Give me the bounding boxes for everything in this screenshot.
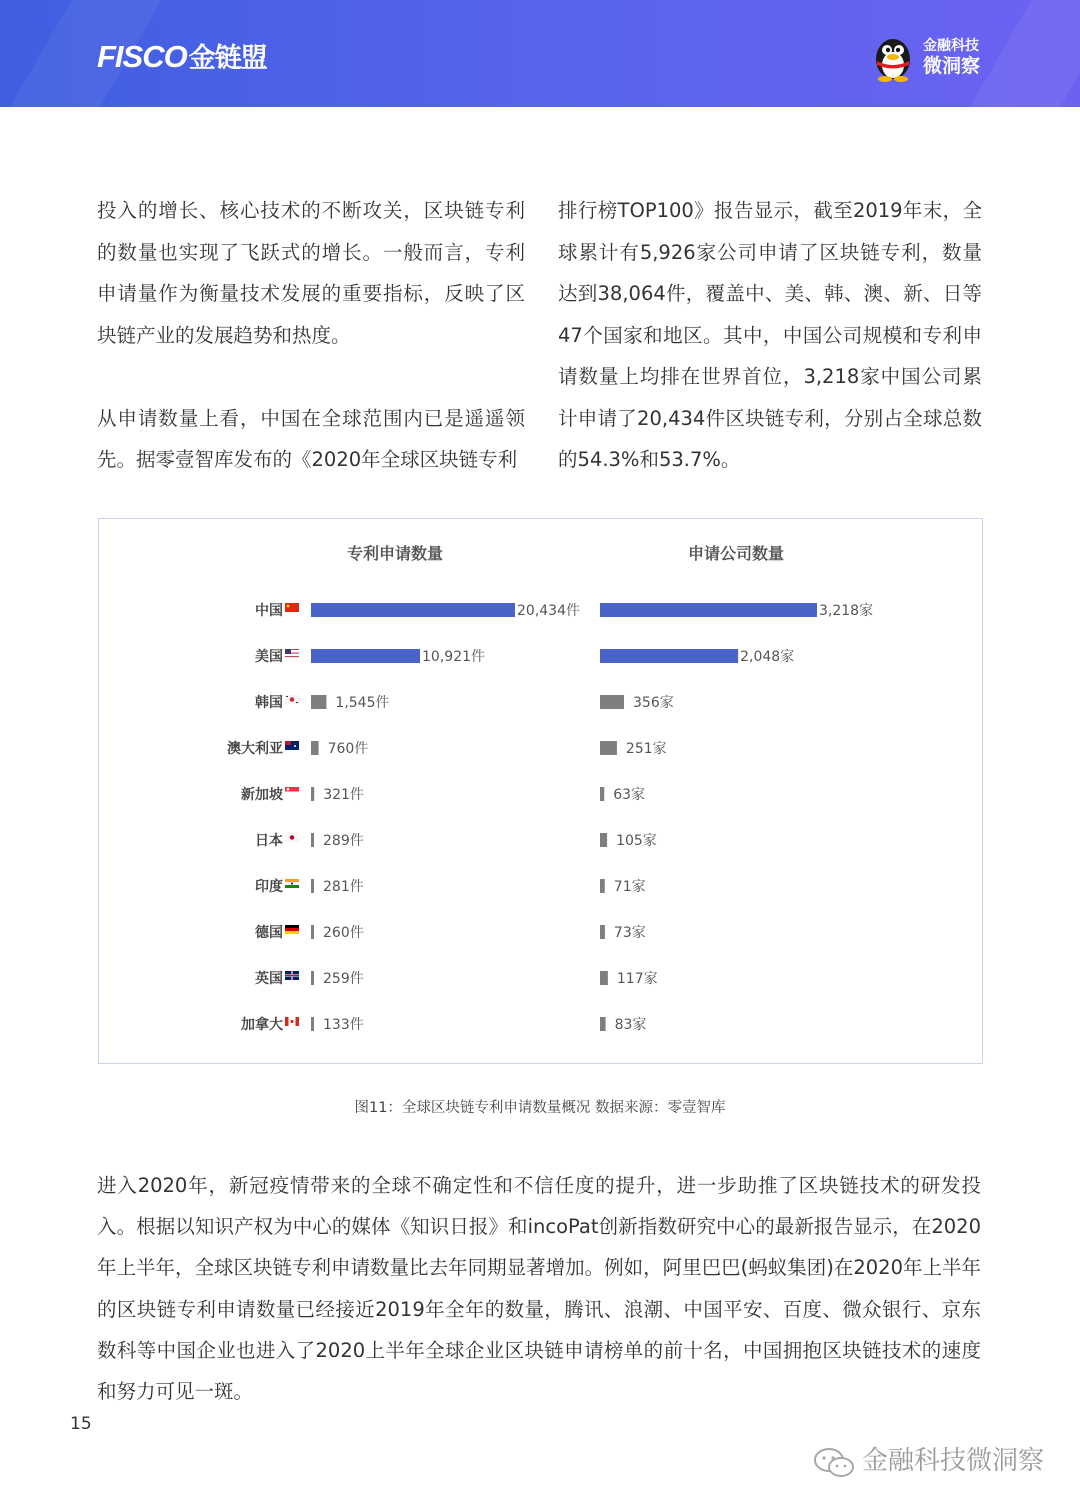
flag-in-icon [285, 879, 299, 888]
data-label: 83家 [614, 1017, 647, 1033]
patent-chart [98, 518, 983, 1064]
data-label: 71家 [613, 879, 646, 895]
brand-line-2: 微洞察 [923, 55, 981, 77]
category-label: 韩国 [255, 695, 283, 711]
data-label: 259件 [323, 971, 364, 987]
paragraph: 投入的增长、核心技术的不断攻关，区块链专利的数量也实现了飞跃式的增长。一般而言，专利申请量作为衡量技术发展的重要指标，反映了区块链产业的发展趋势和热度。 [97, 199, 525, 347]
category-label: 新加坡 [241, 787, 283, 803]
data-label: 251家 [625, 741, 667, 757]
logo-cn: 金链盟 [188, 43, 267, 74]
bar [600, 603, 817, 617]
left-column [97, 190, 525, 481]
data-label: 117家 [616, 971, 658, 987]
data-label: 321件 [323, 787, 364, 803]
flag-jp-icon [285, 833, 299, 842]
figure-caption: 图11：全球区块链专利申请数量概况 数据来源：零壹智库 [354, 1100, 726, 1116]
bar [311, 925, 314, 939]
data-label: 73家 [613, 925, 646, 941]
bar [600, 879, 605, 893]
category-label: 英国 [255, 971, 283, 987]
category-label: 中国 [255, 603, 283, 619]
data-label: 2,048家 [740, 649, 795, 665]
category-label: 澳大利亚 [227, 741, 283, 757]
series-title: 申请公司数量 [687, 544, 785, 563]
flag-de-icon [285, 925, 299, 934]
bar [311, 1017, 314, 1031]
bar [600, 971, 608, 985]
watermark-text: 金融科技微洞察 [862, 1446, 1045, 1476]
page-number: 15 [70, 1414, 92, 1434]
flag-cn-icon [285, 603, 299, 612]
bar [600, 925, 605, 939]
data-label: 356家 [633, 695, 674, 711]
category-label: 美国 [255, 649, 283, 665]
bar [311, 695, 326, 709]
fisco-logo [97, 38, 267, 78]
data-label: 63家 [613, 787, 646, 803]
data-label: 260件 [323, 925, 364, 941]
bar [600, 1017, 606, 1031]
bar [600, 833, 607, 847]
category-label: 印度 [255, 879, 283, 895]
bar [600, 695, 624, 709]
brand-logo [868, 32, 998, 82]
category-label: 加拿大 [241, 1017, 283, 1033]
chart-svg [99, 519, 982, 1063]
data-label: 20,434件 [517, 603, 580, 619]
data-label: 289件 [323, 833, 364, 849]
paragraph: 进入2020年，新冠疫情带来的全球不确定性和不信任度的提升，进一步助推了区块链技术的研发投入。根据以知识产权为中心的媒体《知识日报》和incoPat创新指数研究中心的最新报告显示，在2020年上半年，全球区块链专利申请数量比去年同期显著增加。例如，阿里巴巴(蚂蚁集团)在2020年上半年的区块链专利申请数量已经接近2019年全年的数量，腾讯、浪潮、中国平安、百度、微众银行、京东数科等中国企业也进入了2020上半年全球企业区块链申请榜单的前十名，中国拥抱区块链技术的速度和努力可见一斑。 [97, 1174, 981, 1404]
bar [311, 879, 314, 893]
series-title: 专利申请数量 [346, 544, 444, 563]
logo-latin: FISCO [97, 39, 187, 74]
paragraph: 排行榜TOP100》报告显示，截至2019年末，全球累计有5,926家公司申请了区块链专利，数量达到38,064件，覆盖中、美、韩、澳、新、日等47个国家和地区。其中，中国公司规模和专利申请数量上均排在世界首位，3,218家中国公司累计申请了20,434件区块链专利，分别占全球总数的54.3%和53.7%。 [558, 199, 982, 471]
bar [311, 971, 314, 985]
penguin-icon [868, 32, 918, 82]
bar [311, 603, 515, 617]
brand-line-1: 金融科技 [923, 38, 979, 54]
bar [311, 649, 420, 663]
category-label: 日本 [255, 833, 283, 849]
flag-sg-icon [285, 787, 299, 796]
flag-us-icon [285, 649, 299, 657]
data-label: 3,218家 [819, 603, 874, 619]
paragraph: 从申请数量上看，中国在全球范围内已是遥遥领先。据零壹智库发布的《2020年全球区块链专利 [97, 406, 525, 471]
right-column [558, 190, 982, 481]
bar [600, 649, 738, 663]
flag-au-icon [285, 741, 299, 750]
flag-ca-icon [285, 1017, 299, 1026]
bar [311, 741, 319, 755]
data-label: 133件 [323, 1017, 364, 1033]
wechat-icon [812, 1446, 856, 1480]
data-label: 105家 [616, 833, 657, 849]
data-label: 281件 [323, 879, 364, 895]
bar [311, 833, 314, 847]
flag-kr-icon [285, 695, 299, 704]
bar [311, 787, 314, 801]
data-label: 760件 [327, 741, 369, 757]
bar [600, 741, 617, 755]
bar [600, 787, 604, 801]
flag-gb-icon [285, 971, 299, 980]
data-label: 1,545件 [335, 695, 390, 711]
page-header [0, 0, 1080, 107]
category-label: 德国 [255, 925, 283, 941]
data-label: 10,921件 [422, 649, 486, 665]
brand-text [923, 36, 980, 76]
